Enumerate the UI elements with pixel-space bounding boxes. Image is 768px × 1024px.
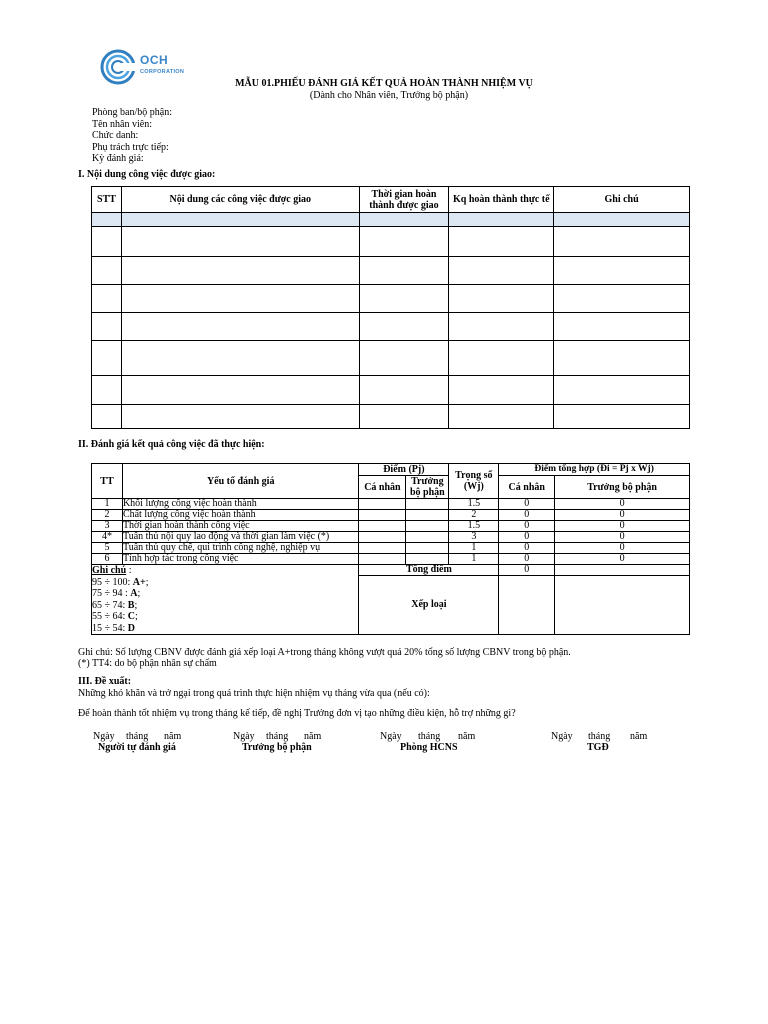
row-total-head: 0 <box>555 499 690 510</box>
row-total-head: 0 <box>555 532 690 543</box>
table-row <box>92 554 690 565</box>
table-row <box>92 405 690 429</box>
row-weight: 3 <box>449 532 499 543</box>
proposal-question-2: Để hoàn thành tốt nhiệm vụ trong tháng kế tiếp, đề nghị Trưởng đơn vị tạo những điều kiện, hỗ trợ những gì? <box>78 708 516 719</box>
row-weight: 1.5 <box>449 499 499 510</box>
row-total-personal: 0 <box>499 543 555 554</box>
row-weight: 1 <box>449 554 499 565</box>
row-weight: 1 <box>449 543 499 554</box>
table-row <box>92 341 690 376</box>
header-stt: STT <box>92 187 122 213</box>
section1-title: I. Nội dung công việc được giao: <box>78 169 216 180</box>
signature-block-hr: Ngày tháng năm Phòng HCNS <box>380 731 476 753</box>
table-row <box>92 532 690 543</box>
grade-line: 75 ÷ 94 : A; <box>92 588 141 599</box>
total-score-label: Tổng điểm <box>359 565 499 576</box>
info-employee-name: Tên nhân viên: <box>92 118 152 130</box>
row-tt: 3 <box>92 521 123 532</box>
table-row <box>92 313 690 341</box>
signer-ceo: TGĐ <box>587 742 609 753</box>
table-row <box>92 213 690 227</box>
logo-text: OCH <box>140 53 169 67</box>
signer-hr: Phòng HCNS <box>400 742 458 753</box>
table-row <box>92 227 690 257</box>
header-actual-result: Kq hoàn thành thực tế <box>449 187 554 213</box>
note-line-2: (*) TT4: do bộ phận nhân sự chấm <box>78 658 217 669</box>
row-total-personal: 0 <box>499 554 555 565</box>
table-row <box>92 257 690 285</box>
table-row <box>92 521 690 532</box>
grade-line: 95 ÷ 100: A+; <box>92 576 149 588</box>
grading-note-label: Ghi chú <box>92 565 127 576</box>
grade-line: 65 ÷ 74: B; <box>92 599 138 611</box>
section3-title: III. Đề xuất: <box>78 676 132 687</box>
evaluation-table <box>91 463 690 635</box>
signer-self: Người tự đánh giá <box>98 742 176 753</box>
form-title: MẪU 01.PHIẾU ĐÁNH GIÁ KẾT QUẢ HOÀN THÀNH NHIỆM VỤ <box>235 78 533 89</box>
signature-block-self: Ngày tháng năm Người tự đánh giá <box>93 731 182 753</box>
assigned-tasks-table <box>91 186 690 429</box>
row-factor: Khối lượng công việc hoàn thành <box>122 499 358 510</box>
row-factor: Tính hợp tác trong công việc <box>122 554 358 565</box>
grading-note-line <box>92 565 358 577</box>
row-tt: 4* <box>92 532 123 543</box>
header-task-content: Nội dung các công việc được giao <box>121 187 359 213</box>
header-score: Điểm (Pj) <box>359 464 449 476</box>
row-total-personal: 0 <box>499 499 555 510</box>
proposal-question-1: Những khó khăn và trở ngại trong quá trình thực hiện nhiệm vụ tháng vừa qua (nếu có): <box>78 688 430 699</box>
row-total-head: 0 <box>555 543 690 554</box>
table-row <box>92 499 690 510</box>
grade-line: 15 ÷ 54: D <box>92 622 136 634</box>
row-total-personal: 0 <box>499 521 555 532</box>
rank-label: Xếp loại <box>359 576 499 635</box>
signature-block-head: Ngày tháng năm Trưởng bộ phận <box>233 731 322 753</box>
header-weight: Trọng số (Wj) <box>449 464 499 499</box>
form-subtitle: (Dành cho Nhân viên, Trưởng bộ phận) <box>309 90 469 101</box>
header-factor: Yếu tố đánh giá <box>122 464 358 499</box>
row-tt: 1 <box>92 499 123 510</box>
row-total-head: 0 <box>555 554 690 565</box>
signer-head: Trưởng bộ phận <box>242 742 312 753</box>
header-tt: TT <box>92 464 123 499</box>
note-line-1: Ghi chú: Số lượng CBNV được đánh giá xếp loại A+trong tháng không vượt quá 20% tổng số lượng CBNV trong bộ phận. <box>78 647 571 658</box>
header-score-personal: Cá nhân <box>359 476 406 499</box>
table-row <box>92 285 690 313</box>
row-weight: 2 <box>449 510 499 521</box>
row-total-personal: 0 <box>499 510 555 521</box>
header-total-score: Điểm tổng hợp (Đi = Pj x Wj) <box>499 464 690 476</box>
grade-line: 55 ÷ 64: C; <box>92 611 138 622</box>
row-total-head: 0 <box>555 521 690 532</box>
grading-note-colon: : <box>126 565 132 576</box>
row-tt: 6 <box>92 554 123 565</box>
info-department: Phòng ban/bộ phận: <box>92 107 172 118</box>
row-factor: Tuân thủ quy chế, qui trình công nghệ, nghiệp vụ <box>122 543 358 554</box>
row-total-personal: 0 <box>499 532 555 543</box>
header-due-time: Thời gian hoàn thành được giao <box>359 187 449 213</box>
section2-title: II. Đánh giá kết quả công việc đã thực hiện: <box>78 439 265 450</box>
row-tt: 2 <box>92 510 123 521</box>
total-score-value: 0 <box>499 565 555 576</box>
row-factor: Thời gian hoàn thành công việc <box>122 521 358 532</box>
table-row <box>92 376 690 405</box>
header-total-personal: Cá nhân <box>499 476 555 499</box>
table-row <box>92 510 690 521</box>
header-score-head: Trưởng bộ phận <box>406 476 449 499</box>
table-row <box>92 543 690 554</box>
grading-scale <box>92 565 359 635</box>
logo-subtext: CORPORATION <box>140 69 185 75</box>
row-total-head: 0 <box>555 510 690 521</box>
row-factor: Chất lượng công việc hoàn thành <box>122 510 358 521</box>
signature-block-ceo: Ngày tháng năm TGĐ <box>551 731 648 753</box>
info-period: Kỳ đánh giá: <box>92 153 144 164</box>
header-note: Ghi chú <box>554 187 690 213</box>
row-weight: 1.5 <box>449 521 499 532</box>
header-total-head: Trưởng bộ phận <box>555 476 690 499</box>
info-fields <box>92 107 172 165</box>
info-supervisor: Phụ trách trực tiếp: <box>92 141 169 153</box>
info-position: Chức danh: <box>92 130 139 141</box>
row-factor: Tuân thủ nội quy lao động và thời gian làm việc (*) <box>122 532 358 543</box>
row-tt: 5 <box>92 543 123 554</box>
